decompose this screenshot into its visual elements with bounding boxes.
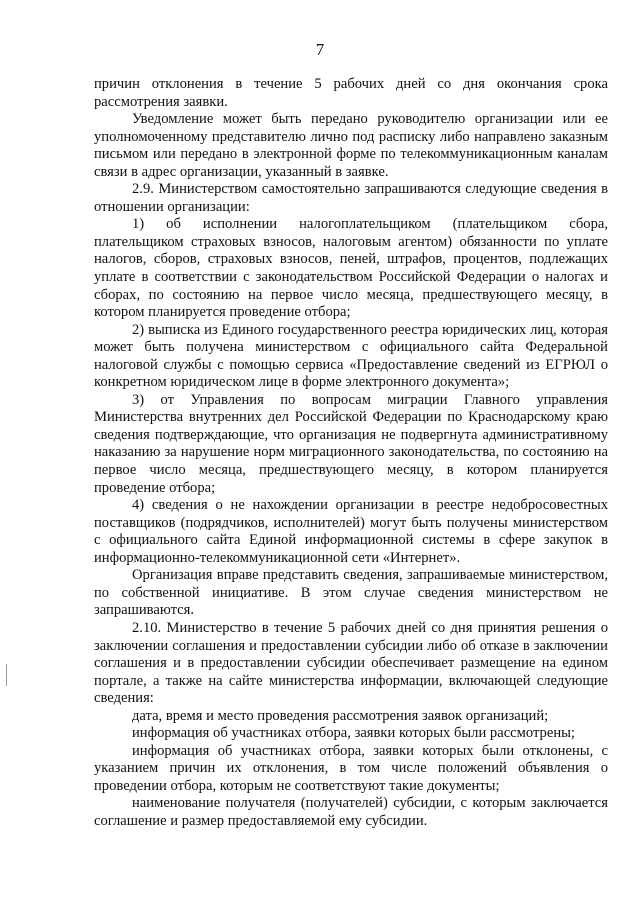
list-item: 2) выписка из Единого государственного реестра юридических лиц, которая может быть получена министерством с официального сайта Федеральной налоговой службы с помощью сервиса «Предоставление сведений из ЕГРЮЛ о конкретном юридическом лице в форме электронного документа»; [94,321,608,391]
document-body [94,76,608,831]
paragraph: Организация вправе представить сведения, запрашиваемые министерством, по собственной инициативе. В этом случае сведения министерством не запрашиваются. [94,567,608,619]
page-number: 7 [315,40,325,59]
list-item: информация об участниках отбора, заявки которых были рассмотрены; [132,725,575,742]
paragraph: 2.9. Министерством самостоятельно запрашиваются следующие сведения в отношении организации: [94,181,608,215]
margin-mark [6,664,7,686]
list-item: наименование получателя (получателей) субсидии, с которым заключается соглашение и размер предоставляемой ему субсидии. [94,795,608,829]
list-item: 4) сведения о не нахождении организации в реестре недобросовестных поставщиков (подрядчиков, исполнителей) могут быть получены министерством с официального сайта Единой информационной системы в сфере закупок в информационно-телекоммуникационной сети «Интернет». [94,497,608,566]
list-item: информация об участниках отбора, заявки которых были отклонены, с указанием причин их отклонения, в том числе положений объявления о проведении отбора, которым не соответствуют такие документы; [94,742,608,794]
paragraph: Уведомление может быть передано руководителю организации или ее уполномоченному представителю лично под расписку либо направлено заказным письмом или передано в электронной форме по телекоммуникационным каналам связи в адрес организации, указанный в заявке. [94,111,608,180]
paragraph: причин отклонения в течение 5 рабочих дней со дня окончания срока рассмотрения заявки. [94,76,608,110]
list-item: 1) об исполнении налогоплательщиком (плательщиком сбора, плательщиком страховых взносов, налоговым агентом) обязанности по уплате налогов, сборов, страховых взносов, пеней, штрафов, процентов, подлежащих уплате в соответствии с законодательством Российской Федерации о налогах и сборах, по состоянию на первое число месяца, предшествующего месяцу, в котором планируется проведение отбора; [94,216,608,321]
list-item: 3) от Управления по вопросам миграции Главного управления Министерства внутренних дел Российской Федерации по Краснодарскому краю сведения подтверждающие, что организация не подвергнута административному наказанию за нарушение норм миграционного законодательства, по состоянию на первое число месяца, предшествующего месяцу, в котором планируется проведение отбора; [94,391,608,496]
list-item: дата, время и место проведения рассмотрения заявок организаций; [132,707,549,724]
paragraph: 2.10. Министерство в течение 5 рабочих дней со дня принятия решения о заключении соглашения и предоставлении субсидии либо об отказе в заключении соглашения и в предоставлении субсидии обеспечивает размещение на едином портале, а также на сайте министерства информации, включающей следующие сведения: [94,619,608,707]
